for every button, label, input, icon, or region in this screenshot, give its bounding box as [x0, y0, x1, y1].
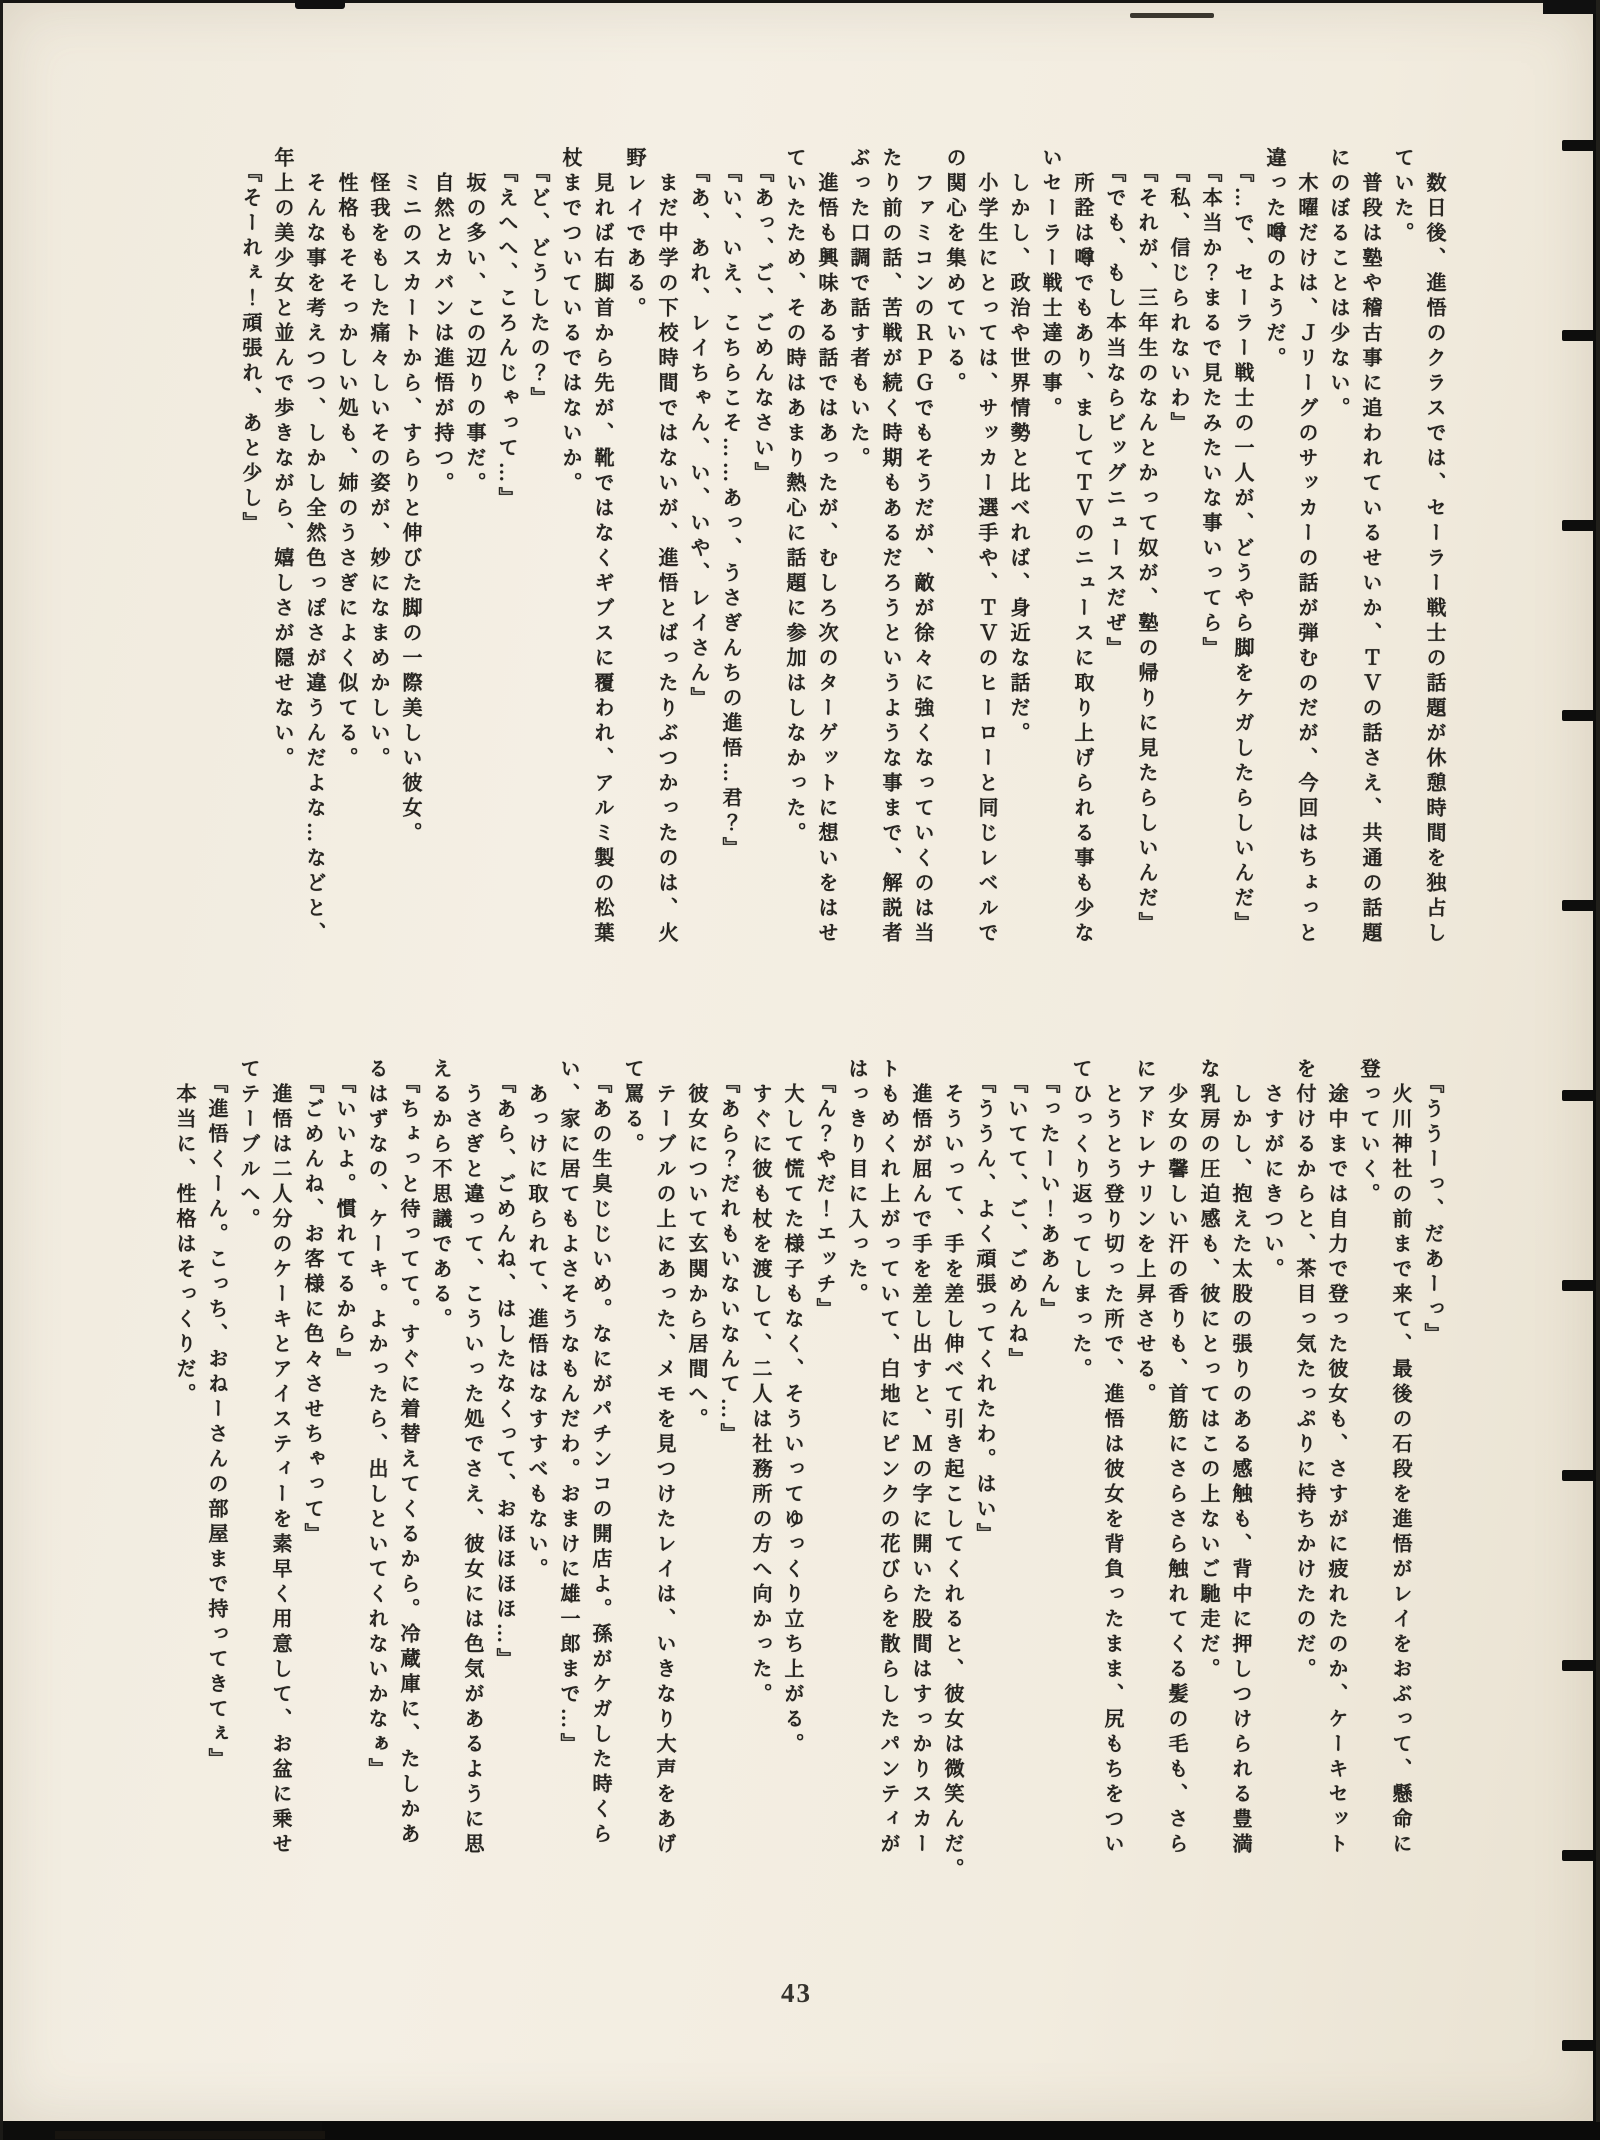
- text-column: 杖までついているではないか。: [559, 147, 581, 497]
- text-column: 自然とカバンは進悟が持つ。: [431, 147, 453, 497]
- text-column: 『あの生臭じじいめ。なにがパチンコの開店よ。孫がケガした時くら: [589, 1058, 611, 1848]
- text-column: うさぎと違って、こういった処でさえ、彼女には色気があるように思: [461, 1058, 483, 1858]
- scan-artifact-left-edge: [0, 0, 3, 2140]
- text-column: 『…で、セーラー戦士の一人が、どうやら脚をケガしたらしいんだ』: [1231, 147, 1253, 937]
- text-column: さすがにきつい。: [1261, 1058, 1283, 1283]
- text-column: 見れば右脚首から先が、靴ではなくギブスに覆われ、アルミ製の松葉: [591, 147, 613, 947]
- text-column: 『あ、あれ、レイちゃん、い、いや、レイさん』: [687, 147, 709, 712]
- scan-artifact-sprocket-mark: [1562, 1660, 1596, 1671]
- text-column: ミニのスカートから、すらりと伸びた脚の一際美しい彼女。: [399, 147, 421, 847]
- text-column: トもめくれ上がっていて、白地にピンクの花びらを散らしたパンティが: [877, 1058, 899, 1858]
- text-column: そういって、手を差し伸べて引き起こしてくれると、彼女は微笑んだ。: [941, 1058, 963, 1883]
- text-column: 『ど、どうしたの？』: [527, 147, 549, 412]
- text-column: 大して慌てた様子もなく、そういってゆっくり立ち上がる。: [781, 1058, 803, 1758]
- scan-artifact-bottom-strip: [322, 2122, 1600, 2140]
- text-column: 彼女について玄関から居間へ。: [685, 1058, 707, 1433]
- text-column: 途中までは自力で登った彼女も、さすがに疲れたのか、ケーキセット: [1325, 1058, 1347, 1858]
- scan-artifact-top-right-corner: [1543, 0, 1600, 14]
- text-column: 『ううーっ、だあーっ』: [1421, 1058, 1443, 1348]
- text-column: ぶった口調で話す者もいた。: [847, 147, 869, 472]
- scan-artifact-sprocket-mark: [1562, 1470, 1596, 1481]
- scan-artifact-top-blob: [295, 0, 345, 9]
- text-column: 『あら？だれもいないなんて…』: [717, 1058, 739, 1448]
- text-column: まだ中学の下校時間ではないが、進悟とばったりぶつかったのは、火: [655, 147, 677, 947]
- text-column: 火川神社の前まで来て、最後の石段を進悟がレイをおぶって、懸命に: [1389, 1058, 1411, 1858]
- text-column: 『本当か？まるで見たみたいな事いってら』: [1199, 147, 1221, 662]
- text-column: 進悟が屈んで手を差し出すと、Ｍの字に開いた股間はすっかりスカー: [909, 1058, 931, 1858]
- scan-artifact-sprocket-mark: [1562, 1280, 1596, 1291]
- text-column: にアドレナリンを上昇させる。: [1133, 1058, 1155, 1408]
- text-column: 『それが、三年生のなんとかって奴が、塾の帰りに見たらしいんだ』: [1135, 147, 1157, 937]
- scan-artifact-sprocket-mark: [1562, 2040, 1596, 2051]
- text-column: 進悟は二人分のケーキとアイスティーを素早く用意して、お盆に乗せ: [269, 1058, 291, 1858]
- text-column: にのぼることは少ない。: [1327, 147, 1349, 422]
- text-column: 『あら、ごめんね、はしたなくって、おほほほほ…』: [493, 1058, 515, 1673]
- scan-artifact-top-dash: [1130, 13, 1214, 18]
- text-column: 本当に、性格はそっくりだ。: [173, 1058, 195, 1408]
- scan-artifact-sprocket-mark: [1562, 520, 1596, 531]
- scan-artifact-sprocket-mark: [1562, 900, 1596, 911]
- text-column: 坂の多い、この辺りの事だ。: [463, 147, 485, 497]
- text-block-top: [234, 147, 1450, 1027]
- scan-artifact-top-edge: [0, 0, 1600, 3]
- scan-artifact-bottom-line: [55, 2131, 325, 2139]
- text-column: い、家に居てもよさそうなもんだわ。おまけに雄一郎まで…』: [557, 1058, 579, 1758]
- text-column: そんな事を考えつつ、しかし全然色っぽさが違うんだよな…などと、: [303, 147, 325, 947]
- scan-artifact-right-edge: [1596, 0, 1600, 2140]
- text-column: 怪我をもした痛々しいその姿が、妙になまめかしい。: [367, 147, 389, 772]
- text-column: の関心を集めている。: [943, 147, 965, 397]
- text-column: てひっくり返ってしまった。: [1069, 1058, 1091, 1383]
- text-column: 野レイである。: [623, 147, 645, 322]
- text-column: 『い、いえ、こちらこそ……あっ、うさぎんちの進悟…君？』: [719, 147, 741, 862]
- text-column: 『ううん、よく頑張ってくれたわ。はい』: [973, 1058, 995, 1548]
- text-column: ていたため、その時はあまり熱心に話題に参加はしなかった。: [783, 147, 805, 847]
- text-column: しかし、抱えた太股の張りのある感触も、背中に押しつけられる豊満: [1229, 1058, 1251, 1858]
- text-column: ファミコンのＲＰＧでもそうだが、敵が徐々に強くなっていくのは当: [911, 147, 933, 947]
- text-column: 違った噂のようだ。: [1263, 147, 1285, 372]
- text-column: 性格もそそっかしい処も、姉のうさぎによく似てる。: [335, 147, 357, 772]
- text-column: 『進悟くーん。こっち、おねーさんの部屋まで持ってきてぇ』: [205, 1058, 227, 1773]
- text-column: いセーラー戦士達の事。: [1039, 147, 1061, 422]
- text-column: 登っていく。: [1357, 1058, 1379, 1208]
- text-column: 『ちょっと待ってて。すぐに着替えてくるから。冷蔵庫に、たしかあ: [397, 1058, 419, 1848]
- text-column: あっけに取られて、進悟はなすすべもない。: [525, 1058, 547, 1583]
- text-column: 木曜だけは、Ｊリーグのサッカーの話が弾むのだが、今回はちょっと: [1295, 147, 1317, 947]
- scan-artifact-sprocket-mark: [1562, 1850, 1596, 1861]
- scan-artifact-sprocket-mark: [1562, 140, 1596, 151]
- text-column: 『いてて、ご、ごめんね』: [1005, 1058, 1027, 1373]
- text-column: 『あっ、ご、ごめんなさい』: [751, 147, 773, 487]
- text-column: 『でも、もし本当ならビッグニュースだぜ』: [1103, 147, 1125, 662]
- scan-artifact-sprocket-mark: [1562, 710, 1596, 721]
- text-column: テーブルの上にあった、メモを見つけたレイは、いきなり大声をあげ: [653, 1058, 675, 1858]
- text-column: て罵る。: [621, 1058, 643, 1158]
- page-number: 43: [781, 1978, 812, 2008]
- text-column: たり前の話、苦戦が続く時期もあるだろうというような事まで、解説者: [879, 147, 901, 947]
- text-column: てテーブルへ。: [237, 1058, 259, 1233]
- text-column: 小学生にとっては、サッカー選手や、ＴＶのヒーローと同じレベルで: [975, 147, 997, 947]
- text-column: 『ん？やだ！エッチ』: [813, 1058, 835, 1323]
- text-column: な乳房の圧迫感も、彼にとってはこの上ないご馳走だ。: [1197, 1058, 1219, 1683]
- text-column: 所詮は噂でもあり、ましてＴＶのニュースに取り上げられる事も少な: [1071, 147, 1093, 947]
- text-column: 『ごめんね、お客様に色々させちゃって』: [301, 1058, 323, 1548]
- text-column: はっきり目に入った。: [845, 1058, 867, 1308]
- text-column: 『ったーい！ああん』: [1037, 1058, 1059, 1323]
- text-column: を付けるからと、茶目っ気たっぷりに持ちかけたのだ。: [1293, 1058, 1315, 1683]
- text-column: 少女の馨しい汗の香りも、首筋にさらさら触れてくる髪の毛も、さら: [1165, 1058, 1187, 1858]
- scan-artifact-sprocket-mark: [1562, 1090, 1596, 1101]
- text-column: 年上の美少女と並んで歩きながら、嬉しさが隠せない。: [271, 147, 293, 772]
- text-column: えるから不思議である。: [429, 1058, 451, 1333]
- text-block-bottom: [168, 1058, 1448, 1948]
- text-column: すぐに彼も杖を渡して、二人は社務所の方へ向かった。: [749, 1058, 771, 1708]
- text-column: 進悟も興味ある話ではあったが、むしろ次のターゲットに想いをはせ: [815, 147, 837, 947]
- scan-artifact-sprocket-mark: [1562, 330, 1596, 341]
- text-column: るはずなの、ケーキ。よかったら、出しといてくれないかなぁ』: [365, 1058, 387, 1783]
- text-column: ていた。: [1391, 147, 1413, 247]
- text-column: 普段は塾や稽古事に追われているせいか、ＴＶの話さえ、共通の話題: [1359, 147, 1381, 947]
- text-column: しかし、政治や世界情勢と比べれば、身近な話だ。: [1007, 147, 1029, 747]
- text-column: 『そーれぇ！頑張れ、あと少し』: [239, 147, 261, 537]
- text-column: 『私、信じられないわ』: [1167, 147, 1189, 437]
- text-column: 『いいよ。慣れてるから』: [333, 1058, 355, 1373]
- text-column: 数日後、進悟のクラスでは、セーラー戦士の話題が休憩時間を独占し: [1423, 147, 1445, 947]
- text-column: とうとう登り切った所で、進悟は彼女を背負ったまま、尻もちをつい: [1101, 1058, 1123, 1858]
- text-column: 『えへへ、ころんじゃって…』: [495, 147, 517, 512]
